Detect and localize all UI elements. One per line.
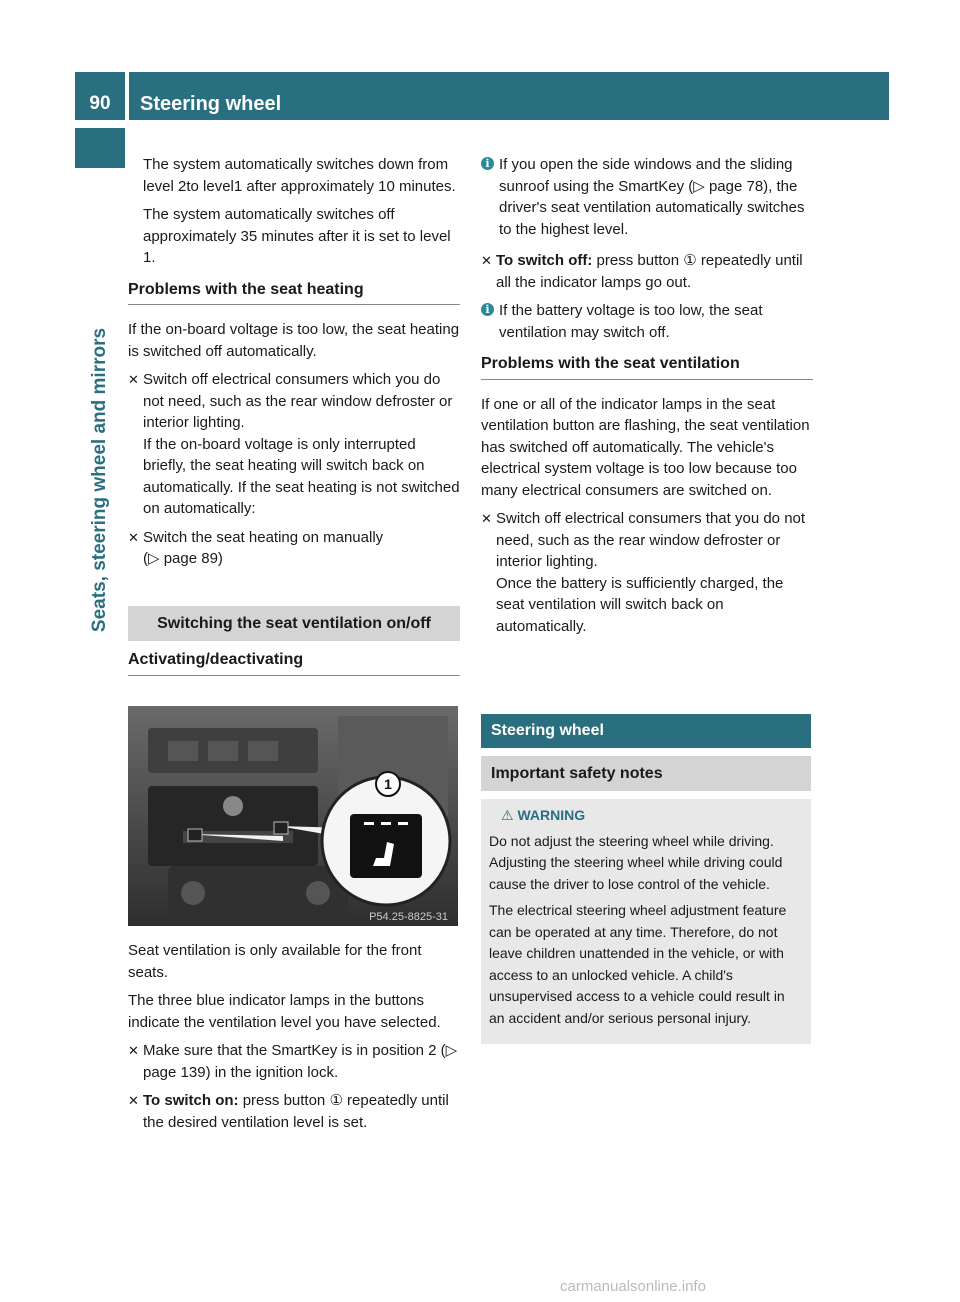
list-item-text: If the on-board voltage is only interrupted briefly, the seat heating will switch back on automatically. If the seat heating is not switched on automatically: bbox=[143, 435, 460, 517]
seat-vent-button-left bbox=[188, 829, 202, 841]
warning-title: WARNING bbox=[517, 807, 586, 823]
heading-problems-seat-ventilation: Problems with the seat ventilation bbox=[481, 353, 813, 380]
bullet-arrow-icon: ✕ bbox=[481, 253, 492, 268]
info-note bbox=[481, 300, 813, 343]
bullet-arrow-icon: ✕ bbox=[128, 529, 139, 545]
paragraph-front-seats: Seat ventilation is only available for the front seats. bbox=[128, 942, 422, 981]
list-item-text: press button ① repeatedly until the desired ventilation level is set. bbox=[143, 1092, 449, 1131]
heading-problems-seat-heating: Problems with the seat heating bbox=[128, 279, 460, 306]
list-item bbox=[481, 250, 813, 293]
page-number: 90 bbox=[75, 72, 125, 120]
list-item bbox=[128, 1040, 460, 1083]
list-item-text: press button ① repeatedly until all the indicator lamps go out. bbox=[496, 252, 803, 291]
callout-number: 1 bbox=[384, 776, 392, 792]
list-item-text: Once the battery is sufficiently charged, the seat ventilation will switch back on automatically. bbox=[496, 574, 784, 635]
page-title: Steering wheel bbox=[129, 72, 889, 120]
bullet-arrow-icon: ✕ bbox=[481, 511, 492, 526]
bullet-arrow-icon: ✕ bbox=[128, 1043, 139, 1058]
info-text: If you open the side windows and the sliding sunroof using the SmartKey (▷ page 78), the driver's seat ventilation automatically switches to the highest level. bbox=[499, 156, 805, 238]
right-column-safety bbox=[481, 714, 811, 1044]
subheading-activating: Activating/deactivating bbox=[128, 649, 460, 676]
list-item-text: Switch off electrical consumers that you do not need, such as the rear window defroster or interior lighting. bbox=[496, 510, 806, 570]
paragraph-level-switch: The system automatically switches down from level 2to level1 after approximately 10 minutes. bbox=[143, 156, 456, 195]
bullet-arrow-icon: ✕ bbox=[128, 1093, 139, 1108]
warning-paragraph: The electrical steering wheel adjustment feature can be operated at any time. Therefore, do not leave children unattended in the vehicle, or with access to an unlocked vehicle. A child's unsupervised access to a vehicle could result in an accident and/or serious personal injury. bbox=[489, 902, 787, 1026]
page-reference: (▷ page 89) bbox=[143, 550, 223, 567]
section-title-steering-wheel: Steering wheel bbox=[481, 714, 811, 748]
list-item-text: Make sure that the SmartKey is in position 2 (▷ page 139) in the ignition lock. bbox=[143, 1042, 458, 1081]
section-title-seat-ventilation: Switching the seat ventilation on/off bbox=[128, 606, 460, 642]
info-text: If the battery voltage is too low, the seat ventilation may switch off. bbox=[499, 302, 763, 341]
list-item-bold: To switch off: bbox=[496, 252, 593, 269]
left-column bbox=[128, 154, 460, 684]
seat-vent-button-right bbox=[274, 822, 288, 834]
paragraph-indicator-lamps: The three blue indicator lamps in the buttons indicate the ventilation level you have selected. bbox=[128, 992, 441, 1031]
bullet-arrow-icon: ✕ bbox=[128, 372, 139, 387]
side-tab-label: Seats, steering wheel and mirrors bbox=[89, 327, 110, 633]
side-tab-block bbox=[75, 128, 125, 168]
info-icon: i bbox=[481, 303, 494, 316]
list-item bbox=[128, 369, 460, 520]
list-item-bold: To switch on: bbox=[143, 1092, 239, 1109]
paragraph-auto-off: The system automatically switches off approximately 35 minutes after it is set to level 1. bbox=[143, 206, 451, 266]
warning-paragraph: Do not adjust the steering wheel while driving. Adjusting the steering wheel while driving could cause the driver to lose control of the vehicle. bbox=[489, 832, 783, 892]
image-code: P54.25-8825-31 bbox=[369, 911, 448, 923]
watermark: carmanualsonline.info bbox=[560, 1278, 706, 1295]
paragraph-heating-voltage: If the on-board voltage is too low, the seat heating is switched off automatically. bbox=[128, 321, 460, 360]
seat-ventilation-photo bbox=[128, 706, 458, 926]
list-item bbox=[128, 527, 460, 570]
left-column-lower bbox=[128, 940, 460, 1140]
list-item-text: Switch the seat heating on manually bbox=[143, 528, 384, 546]
warning-icon: ⚠ bbox=[501, 807, 514, 823]
info-note bbox=[481, 154, 813, 240]
info-icon: i bbox=[481, 157, 494, 170]
list-item bbox=[481, 508, 813, 637]
warning-box bbox=[481, 799, 811, 1044]
heading-important-safety-notes: Important safety notes bbox=[481, 756, 811, 792]
list-item bbox=[128, 1090, 460, 1133]
list-item-text: Switch off electrical consumers which you do not need, such as the rear window defroster or interior lighting. bbox=[143, 371, 453, 431]
right-column bbox=[481, 154, 813, 644]
paragraph-vent-flashing: If one or all of the indicator lamps in the seat ventilation button are flashing, the seat ventilation has switched off automatically. The vehicle's electrical system voltage is too low because too many electrical consumers are switched on. bbox=[481, 395, 810, 499]
